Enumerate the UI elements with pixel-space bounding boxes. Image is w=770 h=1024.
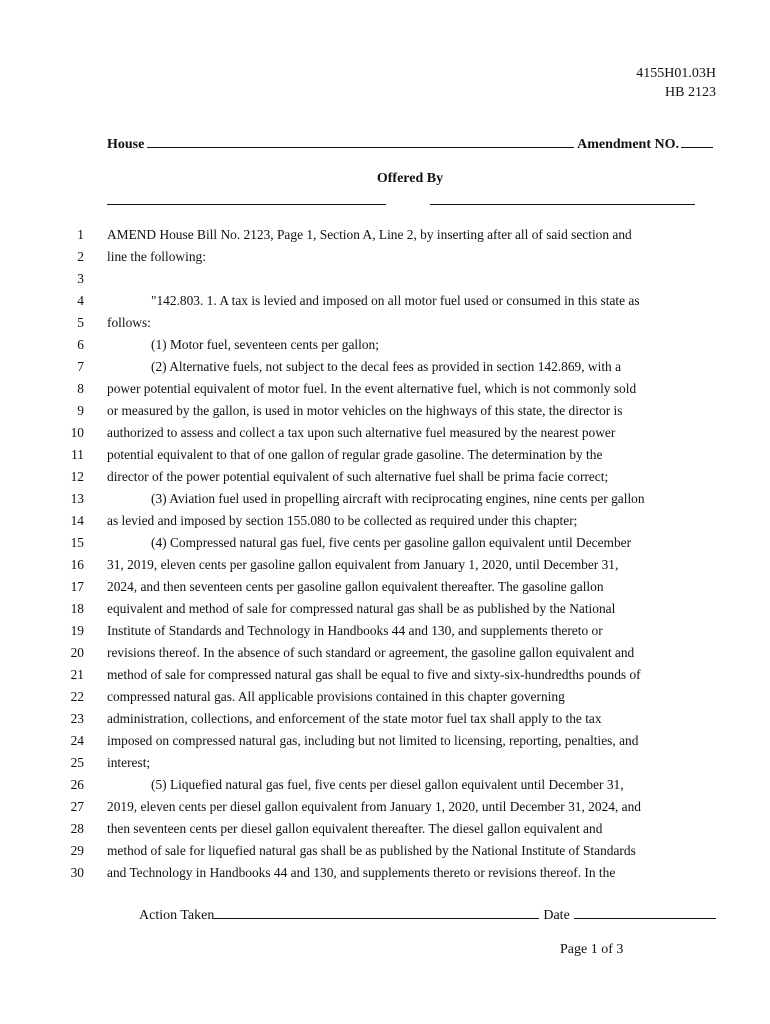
house-label: House bbox=[107, 137, 145, 152]
line-number: 7 bbox=[77, 359, 84, 374]
page-number: Page 1 of 3 bbox=[560, 942, 624, 957]
line-number: 30 bbox=[70, 865, 84, 880]
line-text: method of sale for compressed natural gas shall be equal to five and sixty-six-hundredths pounds of bbox=[107, 667, 641, 682]
line-number: 24 bbox=[70, 733, 84, 748]
date-label: Date bbox=[543, 908, 570, 923]
action-taken-blank bbox=[214, 906, 539, 919]
line-number: 13 bbox=[70, 491, 84, 506]
line-text: power potential equivalent of motor fuel. In the event alternative fuel, which is not commonly sold bbox=[107, 381, 637, 396]
line-number: 14 bbox=[70, 513, 84, 528]
document-line bbox=[0, 686, 770, 708]
line-text: as levied and imposed by section 155.080 to be collected as required under this chapter; bbox=[107, 513, 578, 528]
doc-code: 4155H01.03H bbox=[636, 66, 716, 81]
line-text: (1) Motor fuel, seventeen cents per gallon; bbox=[151, 337, 379, 352]
document-line bbox=[0, 664, 770, 686]
line-number: 16 bbox=[70, 557, 84, 572]
document-line bbox=[0, 488, 770, 510]
line-text: administration, collections, and enforcement of the state motor fuel tax shall apply to the tax bbox=[107, 711, 602, 726]
offered-by-label: Offered By bbox=[376, 171, 444, 186]
line-number: 6 bbox=[77, 337, 84, 352]
document-line bbox=[0, 730, 770, 752]
line-number: 8 bbox=[77, 381, 84, 396]
document-line bbox=[0, 246, 770, 268]
line-number: 22 bbox=[70, 689, 84, 704]
line-text: or measured by the gallon, is used in motor vehicles on the highways of this state, the director is bbox=[107, 403, 623, 418]
line-text: (5) Liquefied natural gas fuel, five cents per diesel gallon equivalent until December 31, bbox=[151, 777, 624, 792]
line-number: 21 bbox=[70, 667, 84, 682]
line-number: 18 bbox=[70, 601, 84, 616]
line-text: follows: bbox=[107, 315, 151, 330]
document-line bbox=[0, 708, 770, 730]
action-taken-label: Action Taken bbox=[139, 908, 215, 923]
document-line bbox=[0, 840, 770, 862]
line-number: 9 bbox=[77, 403, 84, 418]
line-number: 1 bbox=[77, 227, 84, 242]
line-number: 26 bbox=[70, 777, 84, 792]
line-text: AMEND House Bill No. 2123, Page 1, Section A, Line 2, by inserting after all of said section and bbox=[107, 227, 632, 242]
line-text: 2019, eleven cents per diesel gallon equivalent from January 1, 2020, until December 31, 2024, and bbox=[107, 799, 641, 814]
document-line bbox=[0, 312, 770, 334]
document-line bbox=[0, 862, 770, 884]
line-number: 5 bbox=[77, 315, 84, 330]
document-line bbox=[0, 752, 770, 774]
document-line bbox=[0, 796, 770, 818]
line-text: Institute of Standards and Technology in Handbooks 44 and 130, and supplements thereto or bbox=[107, 623, 603, 638]
line-text: interest; bbox=[107, 755, 151, 770]
action-taken-row bbox=[139, 906, 716, 924]
offered-by-signature-line-right bbox=[430, 204, 695, 205]
line-text: method of sale for liquefied natural gas shall be as published by the National Institute of Standards bbox=[107, 843, 636, 858]
line-number: 20 bbox=[70, 645, 84, 660]
line-text: equivalent and method of sale for compressed natural gas shall be as published by the National bbox=[107, 601, 616, 616]
line-number: 10 bbox=[70, 425, 84, 440]
line-number: 2 bbox=[77, 249, 84, 264]
document-line bbox=[0, 774, 770, 796]
line-number: 3 bbox=[77, 271, 84, 286]
document-identifier bbox=[636, 64, 716, 102]
amendment-number-blank bbox=[681, 135, 713, 148]
line-text: (4) Compressed natural gas fuel, five cents per gasoline gallon equivalent until December bbox=[151, 535, 632, 550]
line-text: "142.803. 1. A tax is levied and imposed on all motor fuel used or consumed in this state as bbox=[151, 293, 640, 308]
document-line bbox=[0, 290, 770, 312]
line-text: authorized to assess and collect a tax upon such alternative fuel measured by the nearest power bbox=[107, 425, 616, 440]
bill-reference: HB 2123 bbox=[665, 85, 716, 100]
document-line bbox=[0, 818, 770, 840]
line-number: 25 bbox=[70, 755, 84, 770]
line-number: 23 bbox=[70, 711, 84, 726]
house-amendment-row bbox=[107, 135, 713, 153]
document-line bbox=[0, 356, 770, 378]
offered-by-signature-line-left bbox=[107, 204, 386, 205]
document-line bbox=[0, 510, 770, 532]
line-text: potential equivalent to that of one gallon of regular grade gasoline. The determination by the bbox=[107, 447, 603, 462]
line-text: (3) Aviation fuel used in propelling aircraft with reciprocating engines, nine cents per gallon bbox=[151, 491, 645, 506]
line-text: 31, 2019, eleven cents per gasoline gallon equivalent from January 1, 2020, until December 31, bbox=[107, 557, 619, 572]
house-blank-line bbox=[147, 135, 574, 148]
line-number: 11 bbox=[71, 447, 84, 462]
line-text: 2024, and then seventeen cents per gasoline gallon equivalent thereafter. The gasoline gallon bbox=[107, 579, 604, 594]
document-line bbox=[0, 576, 770, 598]
line-text: then seventeen cents per diesel gallon equivalent thereafter. The diesel gallon equivalent and bbox=[107, 821, 603, 836]
line-number: 28 bbox=[70, 821, 84, 836]
line-number: 17 bbox=[70, 579, 84, 594]
line-text: imposed on compressed natural gas, including but not limited to licensing, reporting, penalties, and bbox=[107, 733, 639, 748]
document-line bbox=[0, 334, 770, 356]
line-number: 29 bbox=[70, 843, 84, 858]
line-number: 27 bbox=[70, 799, 84, 814]
document-line bbox=[0, 268, 770, 290]
line-number: 4 bbox=[77, 293, 84, 308]
document-line bbox=[0, 598, 770, 620]
line-number: 15 bbox=[70, 535, 84, 550]
line-number: 19 bbox=[70, 623, 84, 638]
line-number: 12 bbox=[70, 469, 84, 484]
document-line bbox=[0, 378, 770, 400]
document-line bbox=[0, 466, 770, 488]
document-line bbox=[0, 620, 770, 642]
document-line bbox=[0, 532, 770, 554]
document-line bbox=[0, 422, 770, 444]
document-line bbox=[0, 642, 770, 664]
line-text: and Technology in Handbooks 44 and 130, and supplements thereto or revisions thereof. In the bbox=[107, 865, 616, 880]
document-line bbox=[0, 554, 770, 576]
amendment-body bbox=[0, 224, 770, 884]
date-blank bbox=[574, 906, 716, 919]
document-line bbox=[0, 224, 770, 246]
line-text: line the following: bbox=[107, 249, 206, 264]
document-line bbox=[0, 444, 770, 466]
line-text: director of the power potential equivalent of such alternative fuel shall be prima facie correct; bbox=[107, 469, 609, 484]
line-text: (2) Alternative fuels, not subject to the decal fees as provided in section 142.869, with a bbox=[151, 359, 622, 374]
document-line bbox=[0, 400, 770, 422]
amendment-label: Amendment NO. bbox=[577, 137, 679, 152]
line-text: revisions thereof. In the absence of such standard or agreement, the gasoline gallon equivalent and bbox=[107, 645, 635, 660]
line-text: compressed natural gas. All applicable provisions contained in this chapter governing bbox=[107, 689, 565, 704]
